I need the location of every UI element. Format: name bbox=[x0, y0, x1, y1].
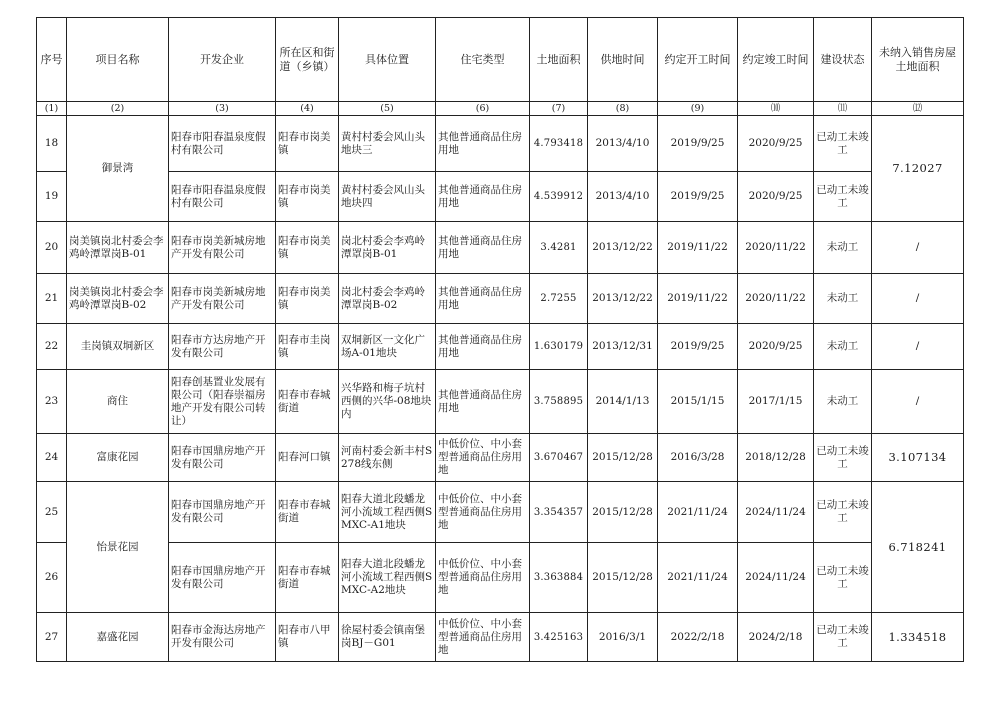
completion-date-cell: 2020/9/25 bbox=[738, 324, 814, 370]
housing-type-cell: 其他普通商品住房用地 bbox=[436, 274, 530, 324]
location-cell: 徐屋村委会镇南堡岗BJ－G01 bbox=[339, 613, 436, 662]
table-row bbox=[37, 274, 964, 324]
supply-date-cell: 2013/12/22 bbox=[588, 274, 658, 324]
project-name-cell: 岗美镇岗北村委会李鸡岭潭罩岗B-02 bbox=[67, 274, 169, 324]
completion-date-cell: 2020/11/22 bbox=[738, 274, 814, 324]
location-cell: 阳春大道北段蟠龙河小流域工程西侧SMXC-A1地块 bbox=[339, 482, 436, 543]
start-date-cell: 2019/9/25 bbox=[658, 324, 738, 370]
developer-cell: 阳春市国鼎房地产开发有限公司 bbox=[169, 482, 276, 543]
developer-cell: 阳春市阳春温泉度假村有限公司 bbox=[169, 172, 276, 222]
row-number-cell: 18 bbox=[37, 116, 67, 172]
project-name-cell: 怡景花园 bbox=[67, 482, 169, 613]
housing-type-cell: 其他普通商品住房用地 bbox=[436, 324, 530, 370]
housing-type-cell: 其他普通商品住房用地 bbox=[436, 172, 530, 222]
start-date-cell: 2016/3/28 bbox=[658, 434, 738, 482]
completion-date-cell: 2017/1/15 bbox=[738, 370, 814, 434]
land-supply-table bbox=[36, 17, 964, 662]
district-cell: 阳春市岗美镇 bbox=[276, 274, 339, 324]
header-cell: 所在区和街道（乡镇） bbox=[276, 18, 339, 102]
table-row bbox=[37, 543, 964, 613]
start-date-cell: 2021/11/24 bbox=[658, 482, 738, 543]
district-cell: 阳春市春城街道 bbox=[276, 543, 339, 613]
land-area-cell: 3.425163 bbox=[530, 613, 588, 662]
location-cell: 双垌新区一文化广场A-01地块 bbox=[339, 324, 436, 370]
location-cell: 阳春大道北段蟠龙河小流域工程西侧SMXC-A2地块 bbox=[339, 543, 436, 613]
status-cell: 已动工未竣工 bbox=[814, 543, 872, 613]
status-cell: 已动工未竣工 bbox=[814, 434, 872, 482]
index-cell: (8) bbox=[588, 102, 658, 116]
completion-date-cell: 2024/11/24 bbox=[738, 543, 814, 613]
district-cell: 阳春市春城街道 bbox=[276, 482, 339, 543]
status-cell: 未动工 bbox=[814, 274, 872, 324]
header-cell: 土地面积 bbox=[530, 18, 588, 102]
index-cell: ⑿ bbox=[872, 102, 964, 116]
supply-date-cell: 2015/12/28 bbox=[588, 434, 658, 482]
unsold-area-cell: / bbox=[872, 370, 964, 434]
project-name-cell: 富康花园 bbox=[67, 434, 169, 482]
project-name-cell: 岗美镇岗北村委会李鸡岭潭罩岗B-01 bbox=[67, 222, 169, 274]
completion-date-cell: 2024/2/18 bbox=[738, 613, 814, 662]
land-area-cell: 3.363884 bbox=[530, 543, 588, 613]
supply-date-cell: 2015/12/28 bbox=[588, 543, 658, 613]
index-cell: (7) bbox=[530, 102, 588, 116]
completion-date-cell: 2024/11/24 bbox=[738, 482, 814, 543]
supply-date-cell: 2013/4/10 bbox=[588, 116, 658, 172]
district-cell: 阳春市岗美镇 bbox=[276, 222, 339, 274]
unsold-area-cell: 1.334518 bbox=[872, 613, 964, 662]
supply-date-cell: 2013/12/31 bbox=[588, 324, 658, 370]
developer-cell: 阳春市岗美新城房地产开发有限公司 bbox=[169, 274, 276, 324]
table-row bbox=[37, 370, 964, 434]
header-cell: 建设状态 bbox=[814, 18, 872, 102]
completion-date-cell: 2020/11/22 bbox=[738, 222, 814, 274]
developer-cell: 阳春市岗美新城房地产开发有限公司 bbox=[169, 222, 276, 274]
supply-date-cell: 2015/12/28 bbox=[588, 482, 658, 543]
completion-date-cell: 2020/9/25 bbox=[738, 116, 814, 172]
housing-type-cell: 中低价位、中小套型普通商品住房用地 bbox=[436, 434, 530, 482]
housing-type-cell: 中低价位、中小套型普通商品住房用地 bbox=[436, 613, 530, 662]
location-cell: 兴华路和梅子坑村西侧的兴华-08地块内 bbox=[339, 370, 436, 434]
location-cell: 岗北村委会李鸡岭潭罩岗B-02 bbox=[339, 274, 436, 324]
land-area-cell: 4.793418 bbox=[530, 116, 588, 172]
index-cell: (3) bbox=[169, 102, 276, 116]
header-cell: 住宅类型 bbox=[436, 18, 530, 102]
column-index-row bbox=[37, 102, 964, 116]
completion-date-cell: 2020/9/25 bbox=[738, 172, 814, 222]
index-cell: (9) bbox=[658, 102, 738, 116]
row-number-cell: 19 bbox=[37, 172, 67, 222]
start-date-cell: 2019/9/25 bbox=[658, 116, 738, 172]
table-row bbox=[37, 482, 964, 543]
header-row bbox=[37, 18, 964, 102]
land-area-cell: 4.539912 bbox=[530, 172, 588, 222]
land-area-cell: 3.670467 bbox=[530, 434, 588, 482]
developer-cell: 阳春创基置业发展有限公司（阳春崇福房地产开发有限公司转让） bbox=[169, 370, 276, 434]
table-row bbox=[37, 172, 964, 222]
unsold-area-cell: 6.718241 bbox=[872, 482, 964, 613]
index-cell: (4) bbox=[276, 102, 339, 116]
row-number-cell: 21 bbox=[37, 274, 67, 324]
start-date-cell: 2021/11/24 bbox=[658, 543, 738, 613]
supply-date-cell: 2014/1/13 bbox=[588, 370, 658, 434]
location-cell: 黄村村委会风山头地块三 bbox=[339, 116, 436, 172]
header-cell: 序号 bbox=[37, 18, 67, 102]
status-cell: 已动工未竣工 bbox=[814, 116, 872, 172]
housing-type-cell: 中低价位、中小套型普通商品住房用地 bbox=[436, 543, 530, 613]
row-number-cell: 27 bbox=[37, 613, 67, 662]
unsold-area-cell: / bbox=[872, 222, 964, 274]
index-cell: ⑾ bbox=[814, 102, 872, 116]
status-cell: 未动工 bbox=[814, 222, 872, 274]
land-area-cell: 3.354357 bbox=[530, 482, 588, 543]
row-number-cell: 20 bbox=[37, 222, 67, 274]
land-area-cell: 3.4281 bbox=[530, 222, 588, 274]
table-row bbox=[37, 434, 964, 482]
project-name-cell: 商住 bbox=[67, 370, 169, 434]
header-cell: 开发企业 bbox=[169, 18, 276, 102]
index-cell: (6) bbox=[436, 102, 530, 116]
status-cell: 已动工未竣工 bbox=[814, 482, 872, 543]
unsold-area-cell: 3.107134 bbox=[872, 434, 964, 482]
housing-type-cell: 其他普通商品住房用地 bbox=[436, 370, 530, 434]
status-cell: 已动工未竣工 bbox=[814, 172, 872, 222]
district-cell: 阳春市岗美镇 bbox=[276, 172, 339, 222]
header-cell: 约定竣工时间 bbox=[738, 18, 814, 102]
land-area-cell: 3.758895 bbox=[530, 370, 588, 434]
start-date-cell: 2019/11/22 bbox=[658, 222, 738, 274]
header-cell: 未纳入销售房屋土地面积 bbox=[872, 18, 964, 102]
developer-cell: 阳春市国鼎房地产开发有限公司 bbox=[169, 543, 276, 613]
supply-date-cell: 2016/3/1 bbox=[588, 613, 658, 662]
unsold-area-cell: 7.12027 bbox=[872, 116, 964, 222]
developer-cell: 阳春市国鼎房地产开发有限公司 bbox=[169, 434, 276, 482]
developer-cell: 阳春市方达房地产开发有限公司 bbox=[169, 324, 276, 370]
start-date-cell: 2019/11/22 bbox=[658, 274, 738, 324]
district-cell: 阳春市圭岗镇 bbox=[276, 324, 339, 370]
developer-cell: 阳春市金海达房地产开发有限公司 bbox=[169, 613, 276, 662]
location-cell: 岗北村委会李鸡岭潭罩岗B-01 bbox=[339, 222, 436, 274]
developer-cell: 阳春市阳春温泉度假村有限公司 bbox=[169, 116, 276, 172]
start-date-cell: 2015/1/15 bbox=[658, 370, 738, 434]
completion-date-cell: 2018/12/28 bbox=[738, 434, 814, 482]
project-name-cell: 嘉盛花园 bbox=[67, 613, 169, 662]
header-cell: 具体位置 bbox=[339, 18, 436, 102]
table-row bbox=[37, 613, 964, 662]
district-cell: 阳春河口镇 bbox=[276, 434, 339, 482]
row-number-cell: 26 bbox=[37, 543, 67, 613]
index-cell: (2) bbox=[67, 102, 169, 116]
unsold-area-cell: / bbox=[872, 324, 964, 370]
status-cell: 未动工 bbox=[814, 370, 872, 434]
land-area-cell: 2.7255 bbox=[530, 274, 588, 324]
housing-type-cell: 其他普通商品住房用地 bbox=[436, 222, 530, 274]
row-number-cell: 22 bbox=[37, 324, 67, 370]
unsold-area-cell: / bbox=[872, 274, 964, 324]
location-cell: 黄村村委会风山头地块四 bbox=[339, 172, 436, 222]
header-cell: 供地时间 bbox=[588, 18, 658, 102]
project-name-cell: 圭岗镇双垌新区 bbox=[67, 324, 169, 370]
status-cell: 未动工 bbox=[814, 324, 872, 370]
header-cell: 约定开工时间 bbox=[658, 18, 738, 102]
table-row bbox=[37, 116, 964, 172]
table-row bbox=[37, 222, 964, 274]
row-number-cell: 24 bbox=[37, 434, 67, 482]
supply-date-cell: 2013/4/10 bbox=[588, 172, 658, 222]
status-cell: 已动工未竣工 bbox=[814, 613, 872, 662]
project-name-cell: 御景湾 bbox=[67, 116, 169, 222]
district-cell: 阳春市八甲镇 bbox=[276, 613, 339, 662]
land-area-cell: 1.630179 bbox=[530, 324, 588, 370]
index-cell: (5) bbox=[339, 102, 436, 116]
index-cell: (1) bbox=[37, 102, 67, 116]
table-row bbox=[37, 324, 964, 370]
row-number-cell: 25 bbox=[37, 482, 67, 543]
supply-date-cell: 2013/12/22 bbox=[588, 222, 658, 274]
header-cell: 项目名称 bbox=[67, 18, 169, 102]
housing-type-cell: 其他普通商品住房用地 bbox=[436, 116, 530, 172]
index-cell: ⑽ bbox=[738, 102, 814, 116]
start-date-cell: 2019/9/25 bbox=[658, 172, 738, 222]
housing-type-cell: 中低价位、中小套型普通商品住房用地 bbox=[436, 482, 530, 543]
district-cell: 阳春市春城街道 bbox=[276, 370, 339, 434]
start-date-cell: 2022/2/18 bbox=[658, 613, 738, 662]
row-number-cell: 23 bbox=[37, 370, 67, 434]
district-cell: 阳春市岗美镇 bbox=[276, 116, 339, 172]
location-cell: 河南村委会新丰村S278线东侧 bbox=[339, 434, 436, 482]
